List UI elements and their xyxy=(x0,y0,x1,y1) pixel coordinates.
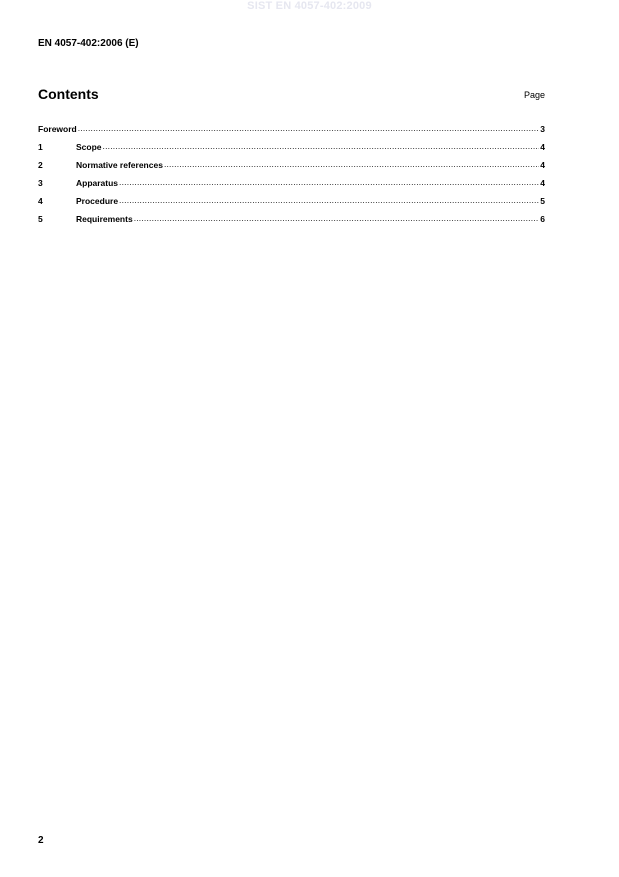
page-number: 2 xyxy=(38,835,44,846)
toc-dot-leader xyxy=(134,213,540,223)
toc-entry-page: 5 xyxy=(540,196,545,206)
page-column-label: Page xyxy=(523,90,545,100)
contents-heading: Contents xyxy=(38,86,99,102)
toc-entry-title: Requirements xyxy=(76,214,133,224)
table-of-contents xyxy=(38,124,545,232)
toc-entry-title: Apparatus xyxy=(76,178,119,188)
toc-entry-number: 4 xyxy=(38,196,43,206)
toc-entry-page: 6 xyxy=(540,214,545,224)
toc-entry-scope[interactable] xyxy=(38,142,545,160)
toc-entry-title: Foreword xyxy=(38,124,77,134)
toc-entry-page: 4 xyxy=(540,142,545,152)
toc-entry-procedure[interactable] xyxy=(38,196,545,214)
toc-entry-page: 4 xyxy=(540,178,545,188)
toc-entry-title: Normative references xyxy=(76,160,163,170)
toc-entry-requirements[interactable] xyxy=(38,214,545,232)
toc-entry-page: 4 xyxy=(540,160,545,170)
toc-dot-leader xyxy=(78,123,540,133)
toc-dot-leader xyxy=(103,141,540,151)
toc-entry-number: 1 xyxy=(38,142,43,152)
toc-entry-foreword[interactable] xyxy=(38,124,545,142)
toc-entry-number: 3 xyxy=(38,178,43,188)
watermark-text: SIST EN 4057-402:2009 xyxy=(247,0,372,12)
toc-dot-leader xyxy=(119,177,539,187)
toc-entry-title: Procedure xyxy=(76,196,119,206)
toc-entry-number: 5 xyxy=(38,214,43,224)
toc-entry-normative-references[interactable] xyxy=(38,160,545,178)
toc-entry-number: 2 xyxy=(38,160,43,170)
toc-entry-title: Scope xyxy=(76,142,102,152)
document-id-header: EN 4057-402:2006 (E) xyxy=(38,38,139,49)
toc-entry-apparatus[interactable] xyxy=(38,178,545,196)
toc-dot-leader xyxy=(119,195,539,205)
toc-dot-leader xyxy=(164,159,539,169)
toc-entry-page: 3 xyxy=(540,124,545,134)
